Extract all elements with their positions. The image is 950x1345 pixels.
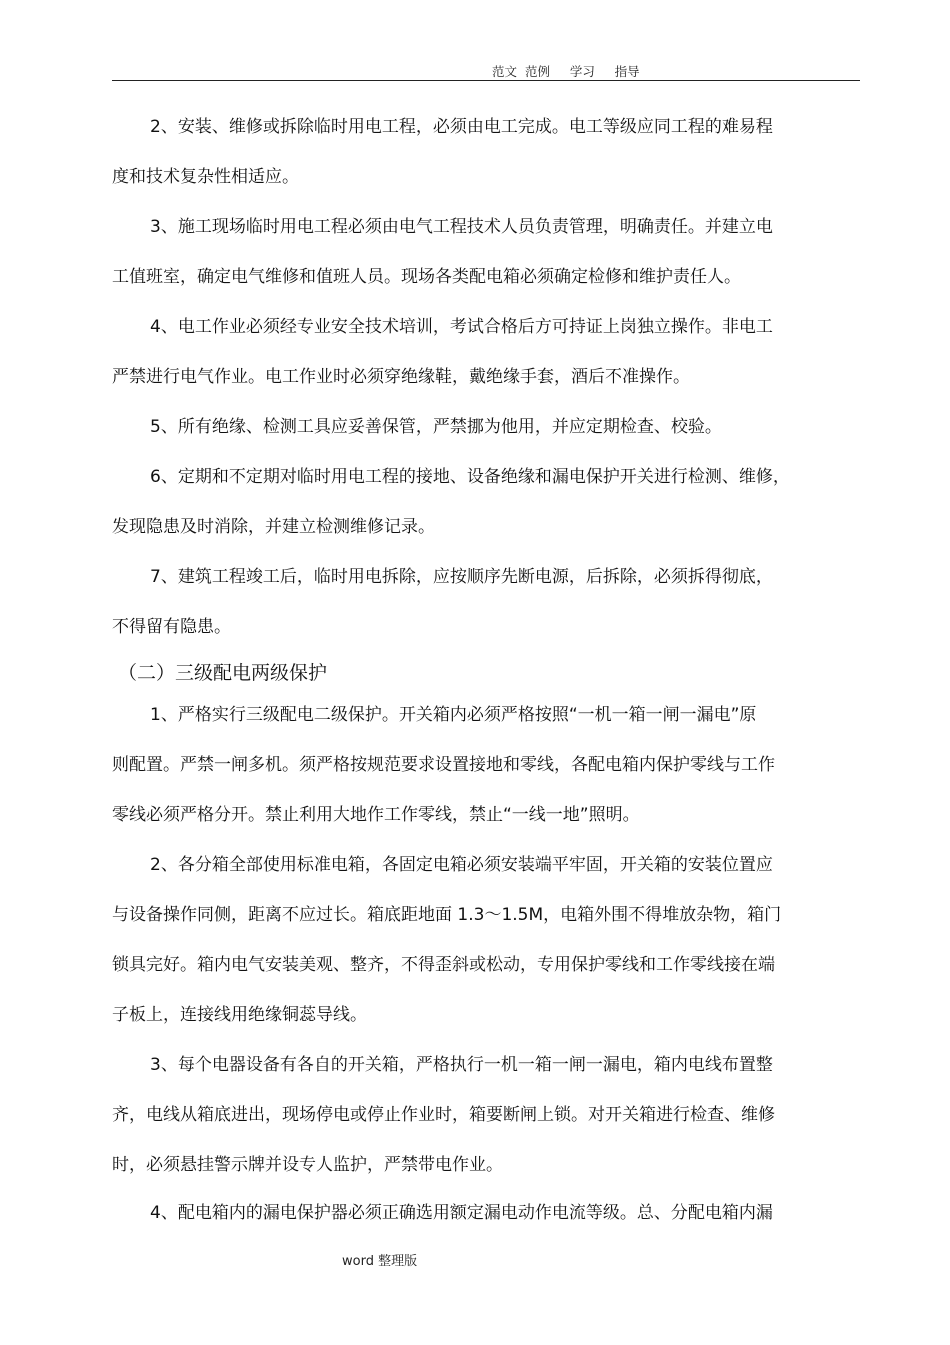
body-line: 工值班室，确定电气维修和值班人员。现场各类配电箱必须确定检修和维护责任人。 bbox=[112, 267, 741, 287]
body-line: 时，必须悬挂警示牌并设专人监护，严禁带电作业。 bbox=[112, 1155, 503, 1175]
body-line: 子板上，连接线用绝缘铜蕊导线。 bbox=[112, 1005, 367, 1025]
body-line: 4、配电箱内的漏电保护器必须正确选用额定漏电动作电流等级。总、分配电箱内漏 bbox=[150, 1203, 773, 1223]
body-line: 零线必须严格分开。禁止利用大地作工作零线，禁止“一线一地”照明。 bbox=[112, 805, 640, 825]
body-line: 3、施工现场临时用电工程必须由电气工程技术人员负责管理，明确责任。并建立电 bbox=[150, 217, 773, 237]
section-heading: （二）三级配电两级保护 bbox=[118, 662, 328, 684]
body-line: 5、所有绝缘、检测工具应妥善保管，严禁挪为他用，并应定期检查、校验。 bbox=[150, 417, 722, 437]
header-text: 范文 范例 学习 指导 bbox=[492, 64, 640, 79]
body-line: 锁具完好。箱内电气安装美观、整齐，不得歪斜或松动，专用保护零线和工作零线接在端 bbox=[112, 955, 775, 975]
body-line: 发现隐患及时消除，并建立检测维修记录。 bbox=[112, 517, 435, 537]
body-line: 2、各分箱全部使用标准电箱，各固定电箱必须安装端平牢固，开关箱的安装位置应 bbox=[150, 855, 773, 875]
body-line: 齐，电线从箱底进出，现场停电或停止作业时，箱要断闸上锁。对开关箱进行检查、维修 bbox=[112, 1105, 775, 1125]
body-line: 4、电工作业必须经专业安全技术培训，考试合格后方可持证上岗独立操作。非电工 bbox=[150, 317, 773, 337]
body-line: 与设备操作同侧，距离不应过长。箱底距地面 1.3～1.5M，电箱外围不得堆放杂物，箱门 bbox=[112, 905, 782, 925]
body-line: 7、建筑工程竣工后，临时用电拆除，应按顺序先断电源，后拆除，必须拆得彻底， bbox=[150, 567, 773, 587]
page-header bbox=[112, 60, 860, 81]
body-line: 严禁进行电气作业。电工作业时必须穿绝缘鞋，戴绝缘手套，酒后不准操作。 bbox=[112, 367, 690, 387]
body-line: 不得留有隐患。 bbox=[112, 617, 231, 637]
body-line: 2、安装、维修或拆除临时用电工程，必须由电工完成。电工等级应同工程的难易程 bbox=[150, 117, 773, 137]
body-line: 则配置。严禁一闸多机。须严格按规范要求设置接地和零线，各配电箱内保护零线与工作 bbox=[112, 755, 775, 775]
body-line: 1、严格实行三级配电二级保护。开关箱内必须严格按照“一机一箱一闸一漏电”原 bbox=[150, 705, 757, 725]
body-line: 6、定期和不定期对临时用电工程的接地、设备绝缘和漏电保护开关进行检测、维修， bbox=[150, 467, 790, 487]
body-line: 度和技术复杂性相适应。 bbox=[112, 167, 299, 187]
body-line: 3、每个电器设备有各自的开关箱，严格执行一机一箱一闸一漏电，箱内电线布置整 bbox=[150, 1055, 773, 1075]
page-footer: word 整理版 bbox=[342, 1254, 418, 1269]
